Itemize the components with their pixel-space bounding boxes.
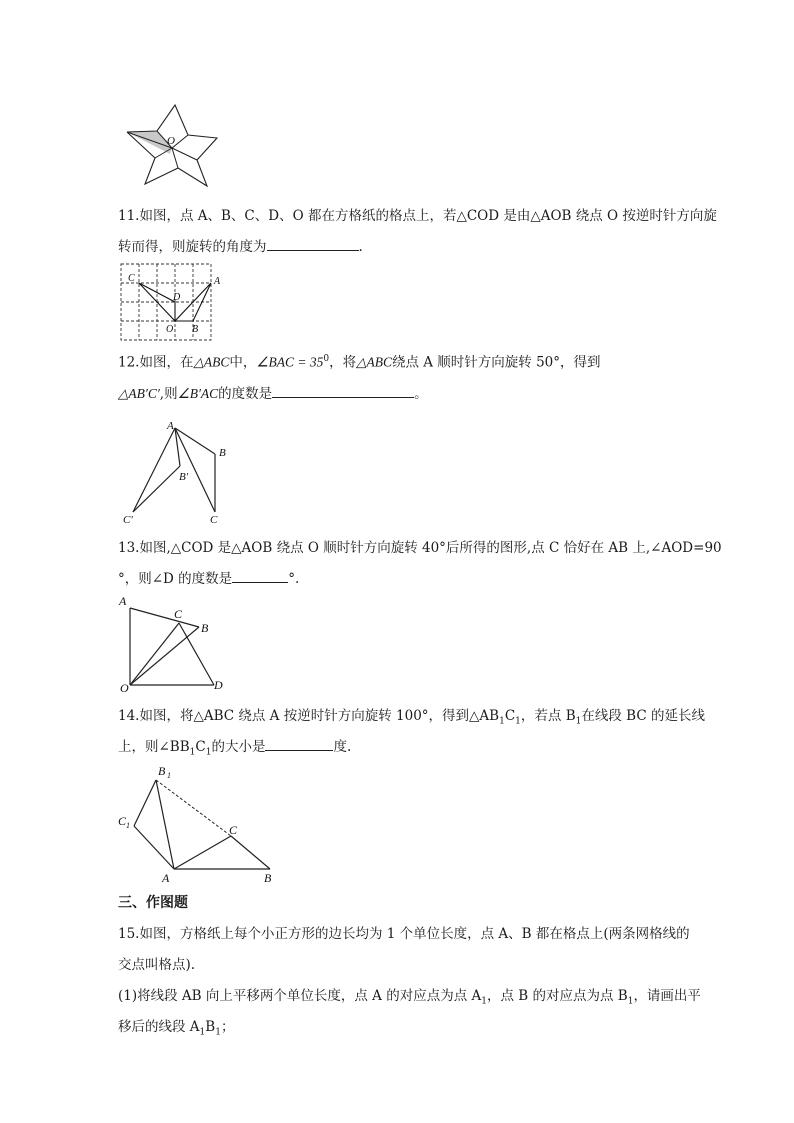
q12-text-a: 12.如图，在 [118,354,194,371]
q12-text-e: ,则 [159,386,178,402]
q14-answer-blank[interactable] [265,736,333,751]
q13-answer-blank[interactable] [232,568,288,583]
q14-text-h: 度. [333,739,352,755]
q15-line1: 15.如图，方格纸上每个小正方形的边长均为 1 个单位长度，点 A、B 都在格点上(两条网格线的 [118,926,690,942]
q11-period: . [358,239,363,255]
q14-label-a: A [162,871,170,885]
q14-label-b: B [264,871,272,885]
q15-line2: 交点叫格点). [118,957,196,973]
q15-text-f: ； [220,1019,235,1035]
q12-line1 [118,349,601,373]
q11-answer-blank[interactable] [267,236,359,251]
grid-label-a: A [214,276,221,287]
q12-label-c: C [210,514,218,526]
q12-label-c-prime: C' [123,514,133,526]
q15-line3 [118,986,701,1012]
label-o: O [167,135,175,147]
q14-label-c1: C [118,814,127,828]
q14-figure [116,762,282,886]
q15-text-d: 移后的线段 A [118,1019,200,1035]
q14-text-d: 在线段 BC 的延长线 [581,708,705,724]
star-figure [120,100,225,190]
q12-label-b-prime: B' [179,471,189,483]
q14-sub-3: 1 [575,716,582,727]
grid-label-d: D [173,292,181,303]
q11-line2 [118,236,363,257]
q12-figure [118,418,238,526]
q14-text-b: C [504,708,516,724]
q13-label-a: A [119,594,127,608]
q12-text-g: 。 [414,386,428,402]
q13-line1: 13.如图,△COD 是△AOB 绕点 O 顺时针方向旋转 40°后所得的图形,点 C 恰好在 AB 上,∠AOD=90 [118,540,722,556]
q14-sub-2: 1 [515,716,521,727]
q12-text-f: 的度数是 [218,386,273,402]
q12-angle-bac-prime: ∠B′AC [177,386,219,401]
q14-label-b1: B [158,764,166,778]
grid-label-c: C [128,273,135,284]
q12-degree-sup: 0 [323,354,330,364]
q11-text: 转而得，则旋转的角度为 [118,239,267,255]
q14-sub-4: 1 [189,747,196,758]
q13-line2 [118,568,299,589]
q12-text-c: ，将 [329,354,357,371]
q14-label-c: C [229,823,238,837]
grid-label-o: O [166,324,174,335]
q14-text-f: C [195,739,206,755]
q14-line2 [118,736,351,763]
q12-angle-bac: ∠BAC = 35 [256,354,324,370]
q14-text-g: 的大小是 [211,739,266,755]
q12-answer-blank[interactable] [272,383,414,398]
q13-label-o: O [120,681,129,694]
q12-text-d: 绕点 A 顺时针方向旋转 50°，得到 [391,354,601,371]
q15-sub-4: 1 [215,1027,221,1038]
q14-text-a: 14.如图，将△ABC 绕点 A 按逆时针方向旋转 100°，得到△AB [118,708,500,724]
q15-text-a: (1)将线段 AB 向上平移两个单位长度，点 A 的对应点为点 A [118,988,482,1004]
grid-figure [118,262,228,344]
q13-figure [116,592,234,694]
q11-line1: 11.如图，点 A、B、C、D、O 都在方格纸的格点上，若△COD 是由△AOB 绕点 O 按逆时针方向旋 [118,208,717,224]
q12-triangle-abc-2: △ABC [356,354,392,370]
q14-text-c: ，若点 B [520,708,576,724]
q14-label-c1-sub: 1 [126,821,130,830]
q12-triangle-abc-prime: △AB′C′ [118,386,160,401]
q14-line1 [118,706,705,732]
q13-label-b: B [201,621,209,635]
q12-label-b: B [219,447,226,459]
q12-text-b: 中， [229,354,257,371]
q15-sub-2: 1 [627,996,634,1007]
grid-label-b: B [192,324,199,335]
q15-sub-1: 1 [481,996,487,1007]
q15-text-e: B [205,1019,216,1035]
q13-text-a: °，则∠D 的度数是 [118,571,233,587]
q14-sub-5: 1 [205,747,212,758]
q15-line4 [118,1017,234,1043]
q14-text-e: 上，则∠BB [118,739,190,755]
q15-text-b: ，点 B 的对应点为点 B [486,988,628,1004]
q15-sub-3: 1 [199,1027,206,1038]
q12-label-a: A [167,420,174,432]
q13-text-b: °. [288,571,300,587]
section-title: 三、作图题 [118,895,188,911]
q14-label-b1-sub: 1 [167,771,171,780]
q15-text-c: ，请画出平 [633,988,701,1004]
q14-sub-1: 1 [499,716,505,727]
q12-triangle-abc: △ABC [193,354,230,370]
q13-label-c: C [174,607,183,621]
q12-line2 [118,383,428,404]
q13-label-d: D [214,678,223,692]
